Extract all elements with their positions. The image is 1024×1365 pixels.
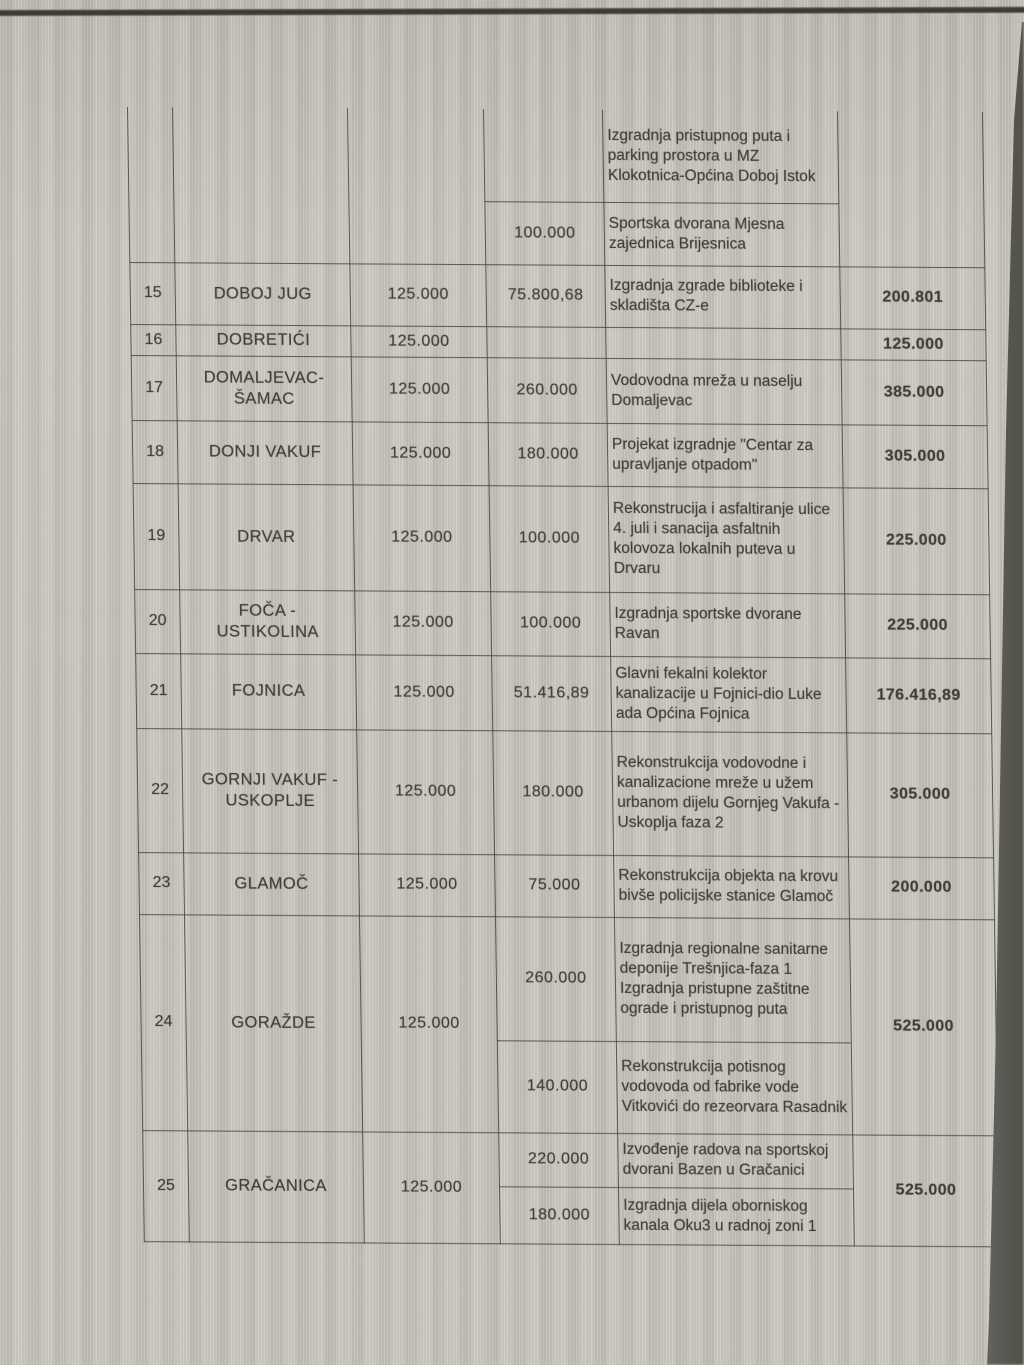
cofinance-amount-cell [483, 109, 603, 202]
base-amount-cell: 125.000 [355, 590, 492, 655]
base-amount-cell: 125.000 [351, 356, 488, 422]
municipality-cell: FOJNICA [181, 653, 357, 729]
cofinance-amount-cell: 220.000 [499, 1132, 619, 1187]
row-number-cell: 22 [137, 728, 184, 852]
table-row [139, 852, 995, 919]
table-row [131, 355, 987, 425]
municipality-cell: DOBOJ JUG [175, 262, 351, 325]
project-desc-cell: Rekonstrukcija vodovodne i kanalizacione mreže u užem urbanom dijelu Gornjeg Vakufa - Uskoplja faza 2 [612, 731, 849, 856]
row-number-cell: 25 [143, 1130, 190, 1241]
row-number-cell [127, 107, 174, 262]
project-desc-cell: Sportska dvorana Mjesna zajednica Brijesnica [604, 202, 840, 266]
project-desc-cell: Rekonstrukcija objekta na krovu bivše policijske stanice Glamoč [614, 855, 850, 918]
project-desc-cell: Rekonstrucija i asfaltiranje ulice 4. juli i sanacija asfaltnih kolovoza lokalnih puteva u Drvaru [608, 486, 845, 593]
allocations-table [127, 107, 1000, 1247]
project-desc-cell: Projekat izgradnje "Centar za upravljanje otpadom" [607, 423, 843, 487]
cofinance-amount-cell: 75.000 [495, 854, 615, 917]
project-desc-cell: Rekonstrukcija potisnog vodovoda od fabrike vode Vitkovići do rezeorvara Rasadnik [616, 1041, 852, 1134]
total-cell: 525.000 [849, 918, 997, 1135]
row-number-cell: 17 [131, 355, 177, 420]
base-amount-cell [347, 108, 485, 264]
table-row [136, 653, 992, 733]
row-number-cell: 16 [131, 324, 176, 355]
table-row [132, 420, 988, 488]
cofinance-amount-cell: 100.000 [491, 591, 611, 656]
total-cell: 225.000 [843, 487, 990, 594]
total-cell: 225.000 [845, 593, 991, 658]
municipality-cell: DRVAR [178, 483, 355, 590]
cofinance-amount-cell: 100.000 [489, 485, 610, 592]
table-row [135, 589, 991, 658]
municipality-cell: DONJI VAKUF [177, 420, 353, 484]
cofinance-amount-cell: 180.000 [488, 422, 608, 486]
project-desc-cell: Izgradnja sportske dvorane Ravan [610, 592, 846, 657]
table-row [137, 728, 994, 857]
row-number-cell: 20 [135, 589, 181, 653]
cofinance-amount-cell: 180.000 [499, 1186, 619, 1244]
row-number-cell: 21 [136, 653, 182, 728]
row-number-cell: 18 [132, 420, 178, 483]
base-amount-cell: 125.000 [359, 915, 498, 1132]
base-amount-cell: 125.000 [356, 654, 493, 730]
cofinance-amount-cell: 180.000 [493, 730, 614, 855]
table-row [127, 107, 983, 204]
table-row [143, 1130, 999, 1189]
municipality-cell: DOMALJEVAC- ŠAMAC [176, 355, 352, 421]
project-desc-cell: Izgradnja regionalne sanitarne deponije Trešnjica-faza 1 Izgradnja pristupne zaštitne ograde i pristupnog puta [614, 917, 851, 1042]
total-cell: 125.000 [841, 328, 986, 360]
total-cell [837, 111, 984, 267]
base-amount-cell: 125.000 [350, 263, 487, 326]
project-desc-cell: Glavni fekalni kolektor kanalizacije u Fojnici-dio Luke ada Općina Fojnica [611, 656, 847, 732]
base-amount-cell: 125.000 [359, 853, 496, 916]
project-desc-cell [606, 327, 841, 359]
row-number-cell: 24 [139, 914, 187, 1130]
total-cell: 200.801 [840, 266, 986, 329]
project-desc-cell: Izgradnja pristupnog puta i parking prostora u MZ Klokotnica-Općina Doboj Istok [602, 110, 838, 203]
base-amount-cell: 125.000 [353, 484, 491, 591]
table-row [130, 262, 986, 329]
project-desc-cell: Izgradnja zgrade biblioteke i skladišta CZ-e [605, 265, 841, 328]
municipality-cell: GLAMOČ [184, 852, 360, 915]
base-amount-cell: 125.000 [363, 1131, 501, 1243]
municipality-cell: DOBRETIĆI [176, 324, 351, 356]
project-desc-cell: Izvođenje radova na sportskoj dvorani Bazen u Gračanici [618, 1133, 854, 1188]
row-number-cell: 23 [139, 852, 185, 914]
cofinance-amount-cell: 75.800,68 [486, 264, 606, 327]
total-cell: 385.000 [841, 359, 987, 425]
project-desc-cell: Izgradnja dijela oborniskog kanala Oku3 u radnoj zoni 1 [618, 1187, 854, 1245]
row-number-cell: 19 [133, 483, 180, 589]
municipality-cell [172, 107, 349, 263]
table-row [139, 914, 996, 1043]
cofinance-amount-cell [487, 326, 606, 358]
total-cell: 305.000 [847, 732, 994, 857]
cofinance-amount-cell: 51.416,89 [492, 655, 612, 731]
cofinance-amount-cell: 100.000 [485, 201, 605, 265]
municipality-cell: GORNJI VAKUF - USKOPLJE [182, 728, 359, 853]
cofinance-amount-cell: 260.000 [495, 916, 616, 1041]
table-row [133, 483, 990, 594]
photo-of-document [127, 107, 1000, 1247]
base-amount-cell: 125.000 [352, 421, 489, 485]
row-number-cell: 15 [130, 262, 176, 324]
cofinance-amount-cell: 260.000 [487, 357, 607, 423]
page-top-rule [0, 7, 1024, 16]
municipality-cell: GRAČANICA [188, 1130, 365, 1242]
base-amount-cell: 125.000 [357, 729, 495, 854]
municipality-cell: FOČA - USTIKOLINA [180, 589, 356, 654]
municipality-cell: GORAŽDE [184, 914, 362, 1131]
base-amount-cell: 125.000 [351, 325, 487, 357]
cofinance-amount-cell: 140.000 [497, 1040, 617, 1133]
total-cell: 176.416,89 [846, 657, 992, 733]
total-cell: 305.000 [842, 424, 988, 488]
total-cell: 525.000 [853, 1134, 1000, 1246]
project-desc-cell: Vodovodna mreža u naselju Domaljevac [606, 358, 842, 424]
total-cell: 200.000 [849, 856, 995, 919]
